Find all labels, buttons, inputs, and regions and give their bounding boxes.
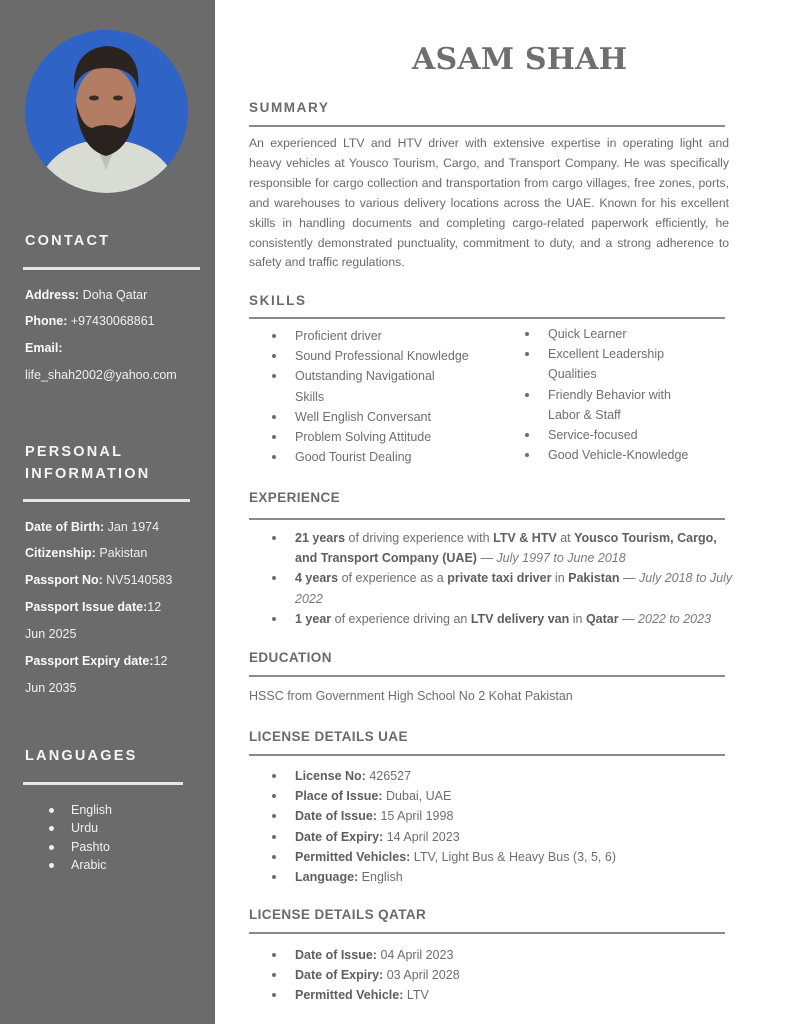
experience-list bbox=[249, 528, 735, 629]
exp-text: in bbox=[551, 571, 569, 586]
license-field-label: Date of Expiry: bbox=[295, 968, 384, 983]
skill-item: Friendly Behavior with Labor & Staff bbox=[502, 385, 692, 425]
license-field-label: Date of Expiry: bbox=[295, 829, 384, 844]
passport-no-label: Passport No: bbox=[25, 573, 103, 587]
personal-divider bbox=[23, 499, 190, 502]
contact-heading: CONTACT bbox=[25, 233, 111, 249]
exp-dates: July 2018 to July 2022 bbox=[295, 571, 733, 606]
skill-item: Excellent Leadership Qualities bbox=[502, 344, 682, 384]
dob-line bbox=[25, 519, 159, 535]
dob-label: Date of Birth: bbox=[25, 520, 105, 534]
exp-duration: 4 years bbox=[295, 571, 339, 586]
languages-heading: LANGUAGES bbox=[25, 748, 138, 764]
exp-role: private taxi driver bbox=[447, 571, 552, 586]
exp-dash: — bbox=[476, 551, 497, 566]
license-field-value: 03 April 2028 bbox=[383, 968, 460, 983]
profile-photo bbox=[25, 30, 188, 193]
contact-divider bbox=[23, 267, 200, 270]
education-divider bbox=[249, 675, 725, 677]
exp-vehicle: LTV delivery van bbox=[470, 611, 570, 626]
sidebar bbox=[0, 0, 215, 1024]
language-item: Pashto bbox=[47, 838, 112, 856]
passport-expiry-day: 12 bbox=[153, 654, 168, 668]
license-field-label: License No: bbox=[295, 769, 366, 783]
license-uae-item bbox=[249, 847, 725, 867]
experience-item bbox=[249, 568, 735, 608]
license-field-label: Date of Issue: bbox=[295, 948, 377, 962]
exp-duration: 1 year bbox=[295, 611, 332, 626]
education-heading: EDUCATION bbox=[249, 650, 332, 665]
license-field-value: 15 April 1998 bbox=[376, 809, 454, 824]
license-uae-heading: LICENSE DETAILS UAE bbox=[249, 729, 408, 744]
experience-heading: EXPERIENCE bbox=[249, 490, 341, 505]
license-field-value: 04 April 2023 bbox=[376, 948, 454, 962]
passport-issue-month-year: Jun 2025 bbox=[25, 627, 77, 641]
exp-text: at bbox=[556, 531, 575, 545]
skill-item: Sound Professional Knowledge bbox=[249, 346, 489, 366]
citizenship-value: Pakistan bbox=[99, 546, 148, 560]
license-field-label: Language: bbox=[295, 870, 359, 885]
summary-heading: SUMMARY bbox=[249, 100, 330, 115]
skill-item: Good Vehicle-Knowledge bbox=[502, 445, 702, 465]
exp-duration: 21 years bbox=[295, 531, 346, 545]
summary-text: An experienced LTV and HTV driver with extensive expertise in operating light and heavy vehicles at Yousco Tourism, Cargo, and Transport Company. He was specifically responsible for cargo collection and transportation from cargo villages, free zones, ports, and warehouses to various delivery locations across the UAE. Known for his excellent skills in handling documents and completing cargo-related paperwork efficiently, he consistently demonstrated punctuality, commitment to duty, and a strong adherence to safety and traffic regulations. bbox=[249, 136, 729, 270]
skill-item: Quick Learner bbox=[502, 324, 702, 344]
experience-divider bbox=[249, 518, 725, 520]
skill-item: Problem Solving Attitude bbox=[249, 427, 489, 447]
phone-value: +97430068861 bbox=[70, 314, 155, 328]
email-value[interactable]: life_shah2002@yahoo.com bbox=[25, 368, 177, 382]
passport-no-line bbox=[25, 572, 172, 588]
passport-issue-label: Passport Issue date: bbox=[25, 600, 148, 614]
skill-item: Well English Conversant bbox=[249, 407, 489, 427]
candidate-name: ASAM SHAH bbox=[412, 42, 628, 77]
license-field-label: Permitted Vehicles: bbox=[295, 849, 411, 864]
skills-list-left bbox=[249, 326, 489, 467]
license-qatar-heading: LICENSE DETAILS QATAR bbox=[249, 907, 427, 922]
passport-issue-line bbox=[25, 599, 161, 615]
passport-issue-day: 12 bbox=[147, 600, 162, 614]
exp-dash: — bbox=[618, 611, 639, 626]
phone-line bbox=[25, 313, 155, 329]
license-qatar-list bbox=[249, 945, 725, 1006]
passport-expiry-label: Passport Expiry date: bbox=[25, 654, 154, 668]
passport-no-value: NV5140583 bbox=[106, 573, 173, 587]
language-item: Urdu bbox=[47, 819, 112, 837]
license-field-label: Permitted Vehicle: bbox=[295, 988, 404, 1003]
languages-list bbox=[47, 801, 112, 874]
dob-value: Jan 1974 bbox=[107, 520, 160, 534]
skill-item: Service-focused bbox=[502, 425, 702, 445]
skills-heading: SKILLS bbox=[249, 293, 307, 308]
skill-item: Outstanding Navigational Skills bbox=[249, 366, 454, 406]
personal-info-heading bbox=[25, 441, 150, 485]
license-uae-item bbox=[249, 867, 725, 887]
address-line bbox=[25, 287, 147, 303]
license-uae-item bbox=[249, 827, 725, 847]
license-field-value: English bbox=[358, 870, 403, 885]
exp-text: of driving experience with bbox=[345, 531, 494, 545]
address-label: Address: bbox=[25, 288, 80, 302]
skill-item: Proficient driver bbox=[249, 326, 489, 346]
license-uae-list bbox=[249, 766, 725, 887]
citizenship-line bbox=[25, 545, 147, 561]
license-field-value: 14 April 2023 bbox=[383, 829, 460, 844]
email-label: Email: bbox=[25, 341, 63, 355]
education-text: HSSC from Government High School No 2 Kohat Pakistan bbox=[249, 689, 573, 703]
license-field-value: LTV bbox=[403, 988, 429, 1003]
exp-dates: 2022 to 2023 bbox=[638, 611, 712, 626]
skills-list-right bbox=[502, 324, 702, 465]
personal-heading-line2: INFORMATION bbox=[25, 466, 151, 482]
experience-item bbox=[249, 528, 735, 568]
license-qatar-item bbox=[249, 965, 725, 985]
languages-divider bbox=[23, 782, 183, 785]
license-field-value: LTV, Light Bus & Heavy Bus (3, 5, 6) bbox=[410, 849, 616, 864]
email-line bbox=[25, 340, 63, 356]
passport-expiry-line bbox=[25, 653, 167, 669]
license-qatar-item bbox=[249, 985, 725, 1005]
address-value: Doha Qatar bbox=[82, 288, 148, 302]
license-uae-divider bbox=[249, 754, 725, 756]
license-qatar-item bbox=[249, 945, 725, 965]
exp-location: Pakistan bbox=[568, 571, 620, 586]
language-item: English bbox=[47, 801, 112, 819]
exp-vehicle: LTV & HTV bbox=[493, 531, 557, 545]
avatar bbox=[25, 30, 188, 193]
exp-dates: July 1997 to June 2018 bbox=[496, 551, 626, 566]
citizenship-label: Citizenship: bbox=[25, 546, 96, 560]
license-field-label: Date of Issue: bbox=[295, 809, 377, 824]
exp-dash: — bbox=[619, 571, 639, 586]
personal-heading-line1: PERSONAL bbox=[25, 444, 124, 460]
language-item: Arabic bbox=[47, 856, 112, 874]
license-qatar-divider bbox=[249, 932, 725, 934]
exp-employer: Yousco Tourism, Cargo, and Transport Company (UAE) bbox=[295, 531, 717, 566]
phone-label: Phone: bbox=[25, 314, 68, 328]
exp-location: Qatar bbox=[585, 611, 619, 626]
license-uae-item bbox=[249, 766, 725, 786]
experience-item bbox=[249, 609, 735, 629]
license-field-value: 426527 bbox=[365, 769, 412, 783]
summary-divider bbox=[249, 125, 725, 127]
skill-item: Good Tourist Dealing bbox=[249, 447, 489, 467]
skills-divider bbox=[249, 317, 725, 319]
license-uae-item bbox=[249, 786, 725, 806]
passport-expiry-month-year: Jun 2035 bbox=[25, 681, 77, 695]
exp-text: of experience as a bbox=[338, 571, 448, 586]
exp-text: of experience driving an bbox=[331, 611, 471, 626]
exp-text: in bbox=[569, 611, 586, 626]
license-field-label: Place of Issue: bbox=[295, 789, 383, 804]
license-uae-item bbox=[249, 806, 725, 826]
license-field-value: Dubai, UAE bbox=[382, 789, 452, 804]
